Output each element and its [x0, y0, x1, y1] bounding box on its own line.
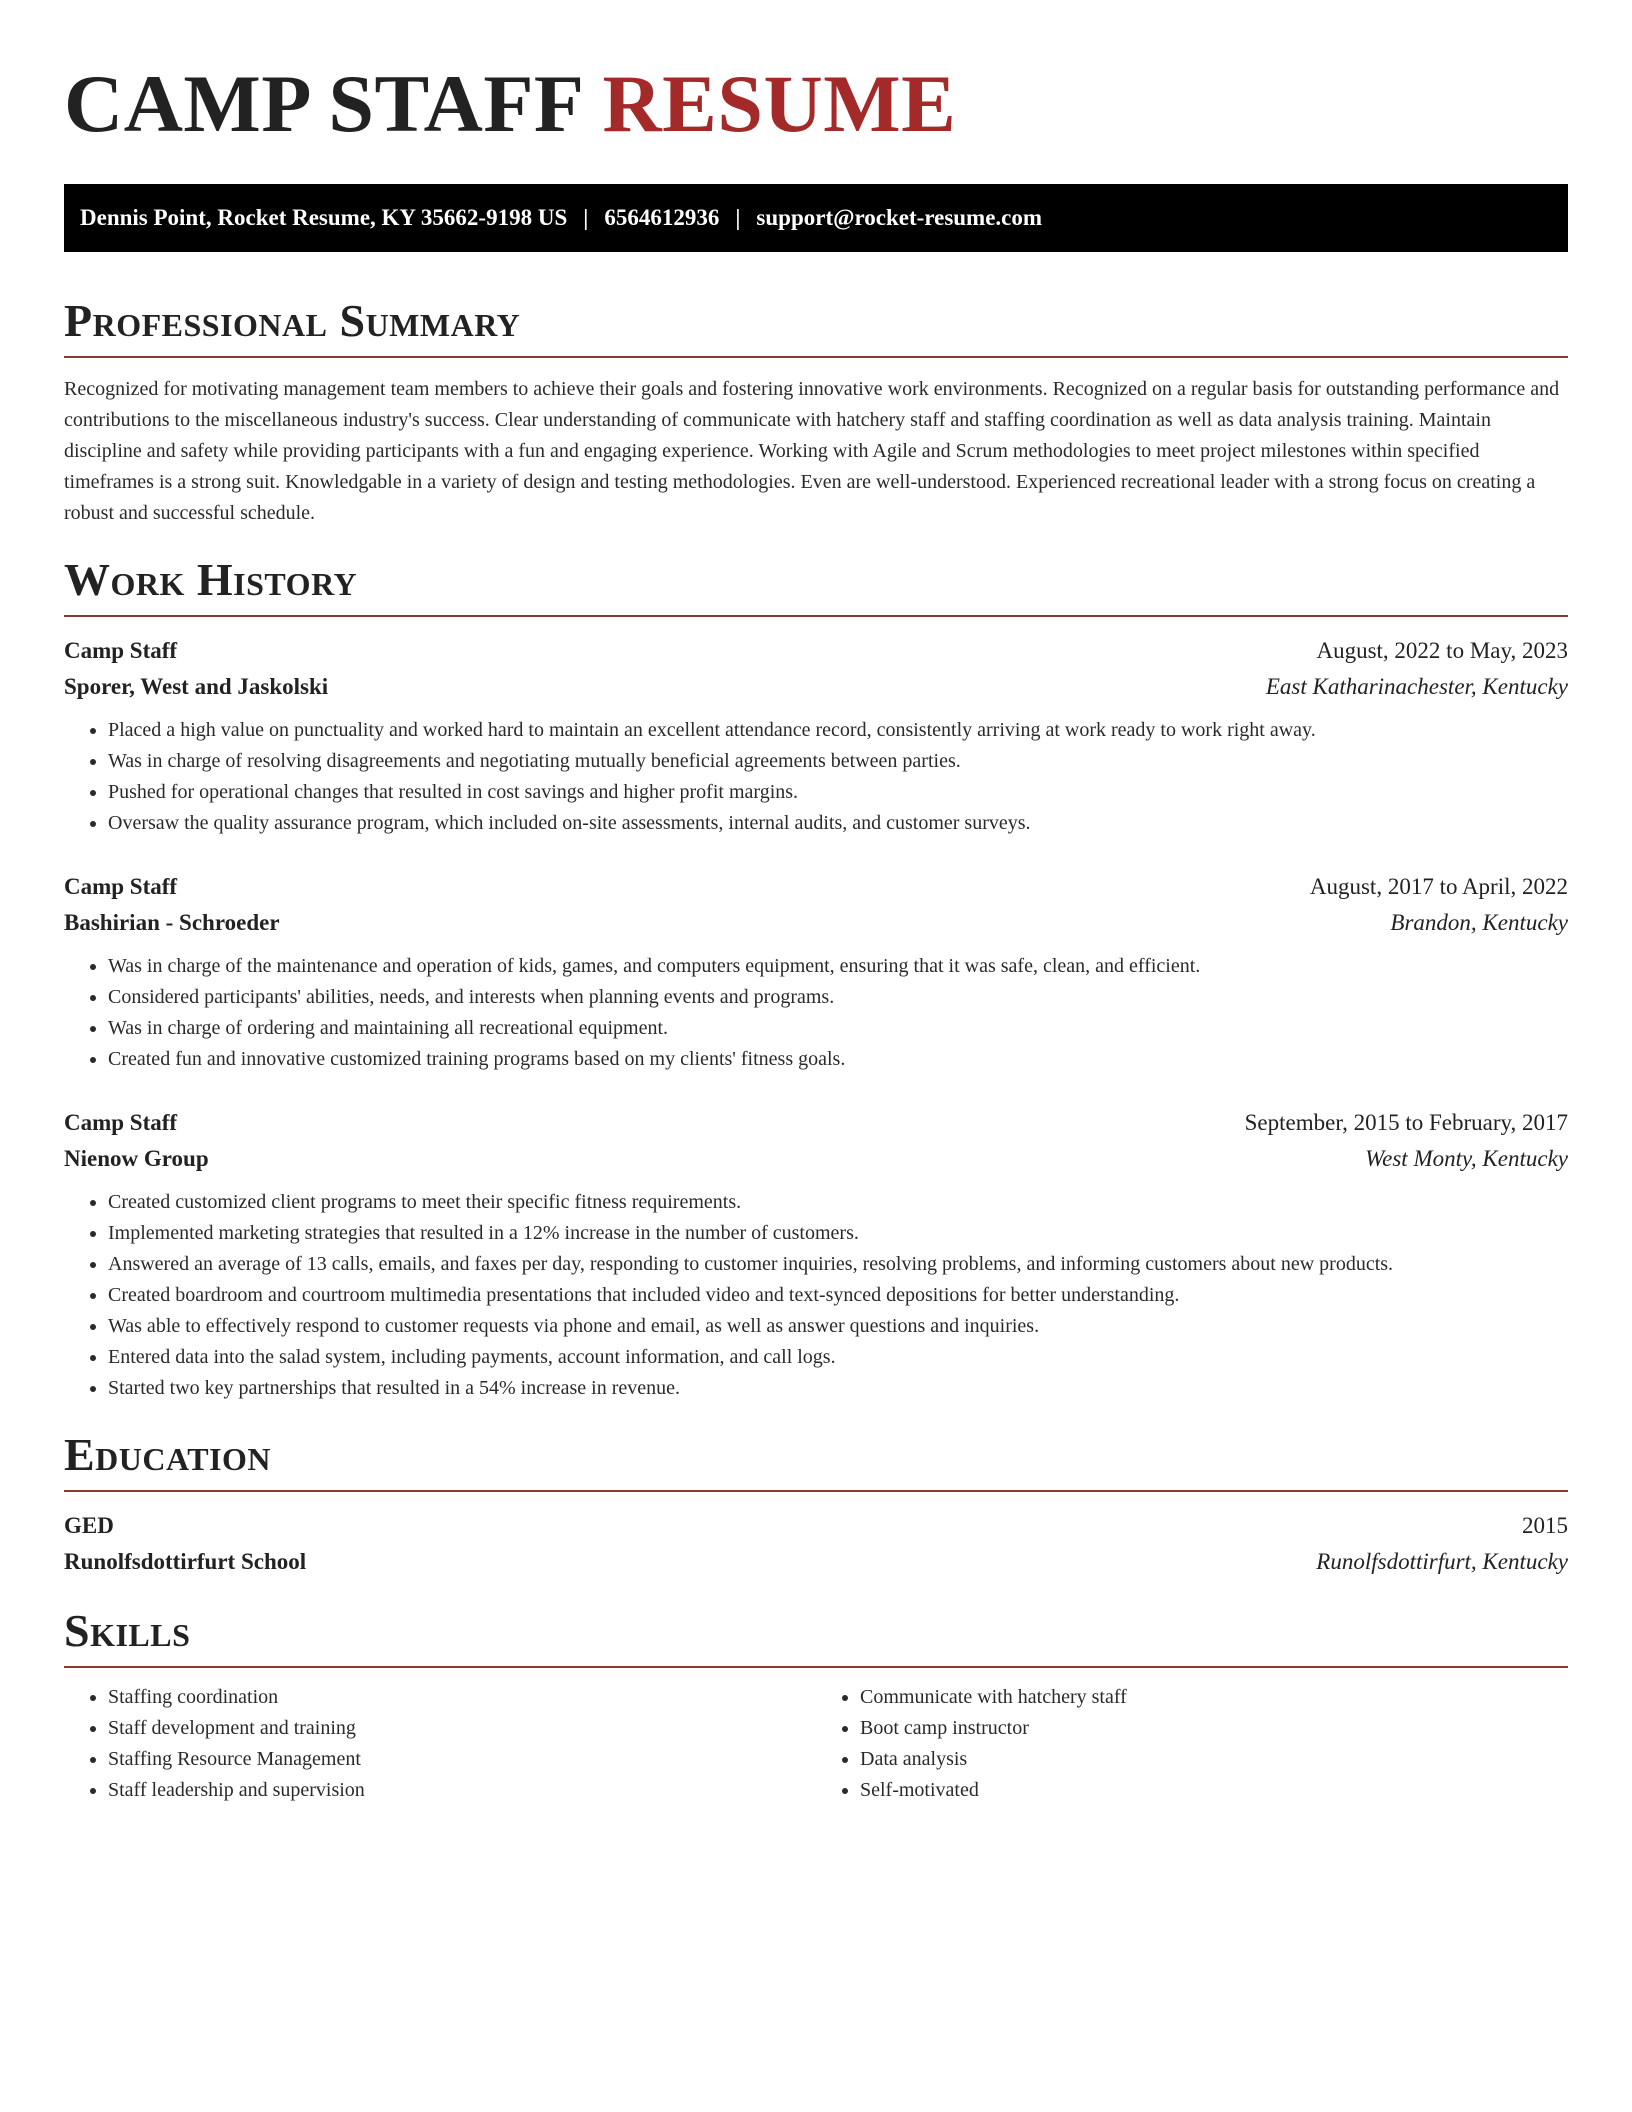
list-item: • Created customized client programs to meet their specific fitness requirements. — [108, 1187, 1568, 1218]
skills-list-left — [64, 1682, 816, 1806]
job-title: Camp Staff — [64, 1110, 178, 1135]
list-item: • Was in charge of the maintenance and operation of kids, games, and computers equipment, ensuring that it was safe, clean, and efficient. — [108, 951, 1568, 982]
job-title: Camp Staff — [64, 638, 178, 663]
summary-section — [64, 294, 1568, 529]
skill-item: • Staff leadership and supervision — [108, 1775, 816, 1806]
education-location: Runolfsdottirfurt, Kentucky — [1316, 1549, 1568, 1574]
education-school-row — [64, 1544, 1568, 1580]
work-history-section — [64, 553, 1568, 1404]
job-company: Sporer, West and Jaskolski — [64, 674, 329, 699]
job-header-row — [64, 869, 1568, 905]
job-header-row — [64, 1105, 1568, 1141]
education-year: 2015 — [1522, 1513, 1568, 1538]
skill-item: • Staffing Resource Management — [108, 1744, 816, 1775]
skill-item: • Data analysis — [860, 1744, 1568, 1775]
job-entry — [64, 869, 1568, 1075]
job-bullets — [64, 951, 1568, 1075]
education-degree: GED — [64, 1513, 114, 1538]
job-company-row — [64, 905, 1568, 941]
education-section — [64, 1428, 1568, 1580]
job-dates: August, 2017 to April, 2022 — [1309, 874, 1568, 899]
skill-item: • Boot camp instructor — [860, 1713, 1568, 1744]
skill-item: • Communicate with hatchery staff — [860, 1682, 1568, 1713]
job-header-row — [64, 633, 1568, 669]
education-school: Runolfsdottirfurt School — [64, 1549, 307, 1574]
list-item: • Considered participants' abilities, needs, and interests when planning events and programs. — [108, 982, 1568, 1013]
skill-item: • Staffing coordination — [108, 1682, 816, 1713]
job-location: Brandon, Kentucky — [1390, 910, 1568, 935]
section-heading-skills: Skills — [64, 1604, 1568, 1668]
job-dates: August, 2022 to May, 2023 — [1316, 638, 1568, 663]
education-entry — [64, 1508, 1568, 1580]
job-bullets — [64, 715, 1568, 839]
job-location: West Monty, Kentucky — [1365, 1146, 1568, 1171]
job-bullets — [64, 1187, 1568, 1404]
title-main: CAMP STAFF — [64, 58, 582, 149]
resume-title — [64, 56, 1568, 152]
contact-address: Dennis Point, Rocket Resume, KY 35662-9198 US — [80, 205, 568, 230]
list-item: • Was able to effectively respond to customer requests via phone and email, as well as answer questions and inquiries. — [108, 1311, 1568, 1342]
contact-separator: | — [583, 205, 589, 230]
list-item: • Started two key partnerships that resulted in a 54% increase in revenue. — [108, 1373, 1568, 1404]
contact-separator: | — [735, 205, 741, 230]
contact-phone: 6564612936 — [604, 205, 720, 230]
job-entry — [64, 1105, 1568, 1404]
job-dates: September, 2015 to February, 2017 — [1244, 1110, 1568, 1135]
list-item: • Placed a high value on punctuality and worked hard to maintain an excellent attendance record, consistently arriving at work ready to work right away. — [108, 715, 1568, 746]
job-title: Camp Staff — [64, 874, 178, 899]
section-heading-work: Work History — [64, 553, 1568, 617]
contact-email: support@rocket-resume.com — [756, 205, 1043, 230]
job-company: Nienow Group — [64, 1146, 209, 1171]
skills-grid — [64, 1682, 1568, 1806]
section-heading-summary: Professional Summary — [64, 294, 1568, 358]
skill-item: • Staff development and training — [108, 1713, 816, 1744]
list-item: • Oversaw the quality assurance program, which included on-site assessments, internal audits, and customer surveys. — [108, 808, 1568, 839]
skills-list-right — [816, 1682, 1568, 1806]
job-company-row — [64, 1141, 1568, 1177]
job-entry — [64, 633, 1568, 839]
section-heading-education: Education — [64, 1428, 1568, 1492]
skill-item: • Self-motivated — [860, 1775, 1568, 1806]
list-item: • Pushed for operational changes that resulted in cost savings and higher profit margins. — [108, 777, 1568, 808]
list-item: • Created fun and innovative customized training programs based on my clients' fitness goals. — [108, 1044, 1568, 1075]
list-item: • Implemented marketing strategies that resulted in a 12% increase in the number of customers. — [108, 1218, 1568, 1249]
job-location: East Katharinachester, Kentucky — [1265, 674, 1568, 699]
list-item: • Was in charge of resolving disagreements and negotiating mutually beneficial agreements between parties. — [108, 746, 1568, 777]
job-company: Bashirian - Schroeder — [64, 910, 280, 935]
title-accent: RESUME — [602, 58, 957, 149]
education-header-row — [64, 1508, 1568, 1544]
contact-bar — [64, 184, 1568, 252]
list-item: • Answered an average of 13 calls, emails, and faxes per day, responding to customer inquiries, resolving problems, and informing customers about new products. — [108, 1249, 1568, 1280]
job-company-row — [64, 669, 1568, 705]
list-item: • Created boardroom and courtroom multimedia presentations that included video and text-synced depositions for better understanding. — [108, 1280, 1568, 1311]
summary-text: Recognized for motivating management team members to achieve their goals and fostering innovative work environments. Recognized on a regular basis for outstanding performance and contributions to the miscellaneous industry's success. Clear understanding of communicate with hatchery staff and staffing coordination as well as data analysis training. Maintain discipline and safety while providing participants with a fun and engaging experience. Working with Agile and Scrum methodologies to meet project milestones within specified timeframes is a strong suit. Knowledgable in a variety of design and testing methodologies. Even are well-understood. Experienced recreational leader with a strong focus on creating a robust and successful schedule. — [64, 378, 1560, 524]
list-item: • Was in charge of ordering and maintaining all recreational equipment. — [108, 1013, 1568, 1044]
skills-section — [64, 1604, 1568, 1806]
list-item: • Entered data into the salad system, including payments, account information, and call logs. — [108, 1342, 1568, 1373]
